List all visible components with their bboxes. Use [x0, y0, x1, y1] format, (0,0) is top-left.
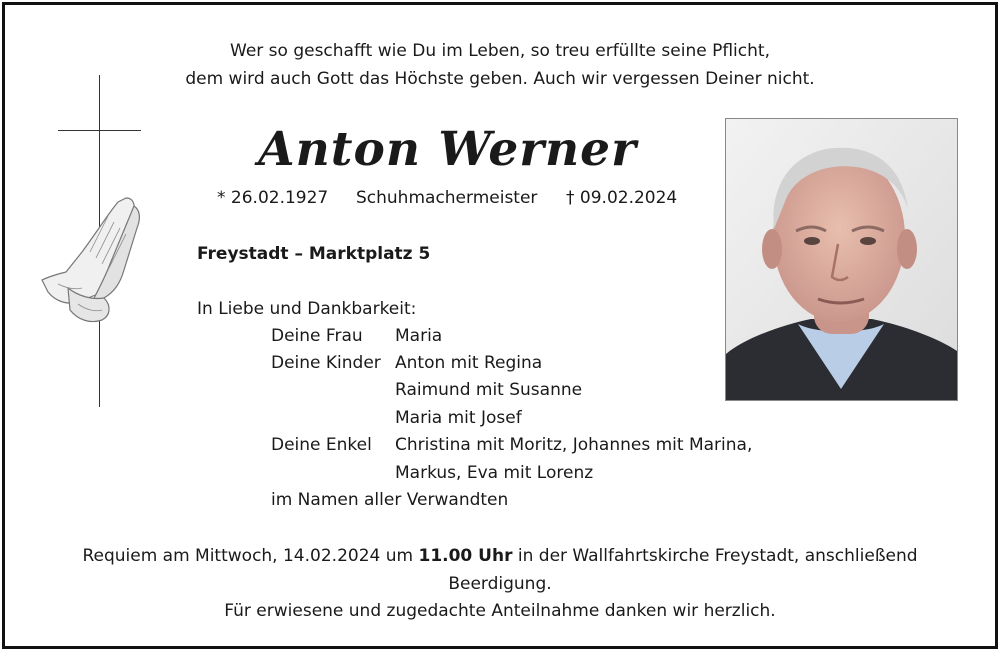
- deceased-name: Anton Werner: [258, 122, 637, 177]
- grandchildren-line: Christina mit Moritz, Johannes mit Marina,: [395, 435, 753, 455]
- group-label-grandchildren: Deine Enkel: [271, 435, 372, 455]
- thanks-line: Für erwiesene und zugedachte Anteilnahme danken wir herzlich.: [224, 601, 776, 621]
- requiem-time: 11.00 Uhr: [418, 546, 513, 566]
- address: Freystadt – Marktplatz 5: [197, 244, 431, 264]
- wife-name: Maria: [395, 326, 443, 346]
- motto-line-1: Wer so geschafft wie Du im Leben, so treu erfüllte seine Pflicht,: [230, 41, 770, 61]
- motto-line-2: dem wird auch Gott das Höchste geben. Auch wir vergessen Deiner nicht.: [185, 69, 815, 89]
- requiem-line-2: Beerdigung.: [448, 574, 552, 594]
- child-name: Raimund mit Susanne: [395, 380, 583, 400]
- cross-bar: [58, 130, 141, 131]
- profession: Schuhmachermeister: [356, 188, 538, 208]
- requiem-line-1: [0, 546, 1000, 566]
- requiem-text: Requiem am Mittwoch, 14.02.2024 um: [82, 546, 419, 566]
- birth-date: * 26.02.1927: [217, 188, 329, 208]
- death-date: † 09.02.2024: [566, 188, 678, 208]
- praying-hands-icon: [38, 192, 143, 324]
- group-label-wife: Deine Frau: [271, 326, 363, 346]
- mourners-intro: In Liebe und Dankbarkeit:: [197, 299, 417, 319]
- grandchildren-line: Markus, Eva mit Lorenz: [395, 463, 594, 483]
- group-label-children: Deine Kinder: [271, 353, 381, 373]
- child-name: Anton mit Regina: [395, 353, 543, 373]
- requiem-location: in der Wallfahrtskirche Freystadt, anschließend: [512, 546, 918, 566]
- mourners-closing: im Namen aller Verwandten: [271, 490, 509, 510]
- portrait-photo: [725, 118, 958, 401]
- child-name: Maria mit Josef: [395, 408, 522, 428]
